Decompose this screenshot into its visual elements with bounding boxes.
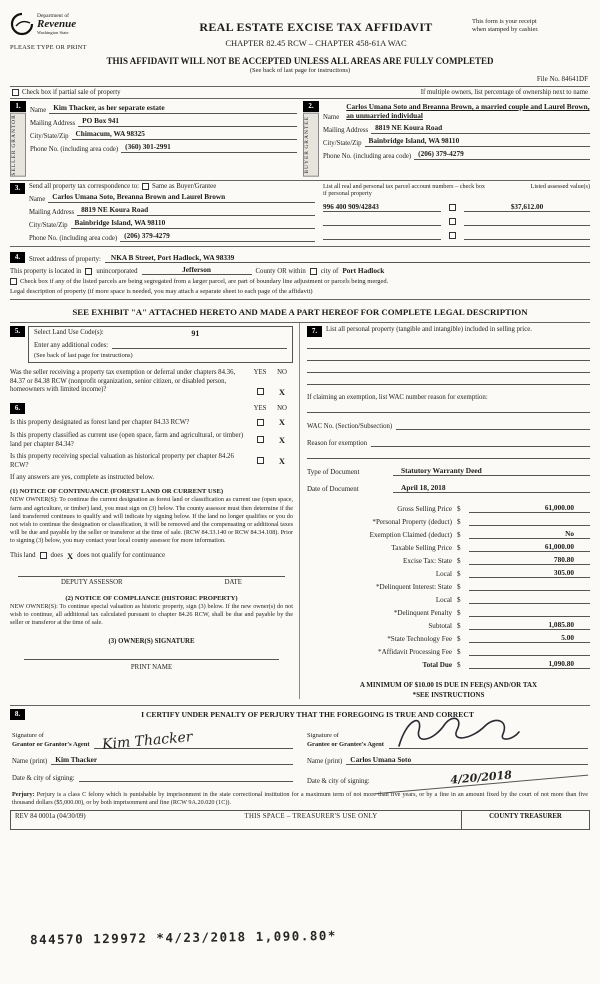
acceptance-warning: THIS AFFIDAVIT WILL NOT BE ACCEPTED UNLESS ALL AREAS ARE FULLY COMPLETED bbox=[106, 56, 494, 66]
dollar-sign: $ bbox=[457, 517, 461, 526]
assessed-value-field[interactable]: $37,612.00 bbox=[464, 203, 590, 212]
logo-state-text: Washington State bbox=[37, 30, 69, 35]
does-qualify-checkbox[interactable] bbox=[40, 552, 47, 559]
excise-state-field[interactable]: 780.80 bbox=[469, 555, 590, 565]
seller-name-field[interactable]: Kim Thacker, as her separate estate bbox=[49, 104, 297, 114]
exemption-line[interactable] bbox=[307, 401, 590, 413]
parcel-row-3 bbox=[323, 229, 590, 240]
form-header bbox=[10, 12, 590, 51]
seller-phone-label: Phone No. (including area code) bbox=[30, 146, 119, 153]
grantee-signature-scrawl bbox=[393, 712, 523, 752]
seller-grantor-strip bbox=[10, 113, 26, 177]
section-4-property-address bbox=[10, 247, 590, 300]
forest-yes-checkbox[interactable] bbox=[257, 419, 264, 426]
dollar-sign: $ bbox=[457, 608, 461, 617]
legal-description-label: Legal description of property (if more space is needed, you may attach a separate sheet to each page of the affidavit) bbox=[10, 287, 313, 295]
section-7-personal-property bbox=[307, 326, 590, 699]
state-technology-fee-field[interactable]: 5.00 bbox=[469, 633, 590, 643]
corr-phone-label: Phone No. (including area code) bbox=[29, 234, 118, 242]
wac-number-field[interactable] bbox=[396, 421, 590, 430]
print-name-label: PRINT NAME bbox=[130, 663, 173, 671]
grantor-signature-line[interactable] bbox=[94, 724, 293, 753]
top-row bbox=[10, 86, 590, 99]
type-of-document-field[interactable]: Statutory Warranty Deed bbox=[393, 466, 590, 476]
buyer-grantee-strip bbox=[303, 113, 319, 177]
located-in-label: This property is located in bbox=[10, 267, 82, 275]
dollar-sign: $ bbox=[457, 569, 461, 578]
grantor-date-city-field[interactable] bbox=[79, 771, 293, 782]
forest-no-mark[interactable]: X bbox=[278, 417, 286, 427]
forest-yes-header: YES bbox=[253, 405, 267, 412]
notice-compliance-title: (2) NOTICE OF COMPLIANCE (HISTORIC PROPERTY) bbox=[65, 595, 238, 603]
fee-row-penalty: *Delinquent Penalty $ bbox=[307, 604, 590, 617]
fee-table bbox=[307, 500, 590, 669]
fee-row-excise-local: Local $ 305.00 bbox=[307, 565, 590, 578]
date-of-document-field[interactable]: April 18, 2018 bbox=[393, 483, 590, 493]
segregated-label: Check box if any of the listed parcels are being segregated from a larger parcel, are part of boundary line adjustment or parcels being merged. bbox=[20, 277, 389, 285]
grantor-signature-of-label: Signature of bbox=[12, 732, 44, 740]
delinquent-penalty-field[interactable] bbox=[469, 616, 590, 617]
deputy-assessor-signature-line[interactable] bbox=[18, 576, 285, 577]
minimum-due-note: A MINIMUM OF $10.00 IS DUE IN FEE(S) AND/OR TAX bbox=[359, 680, 538, 689]
reason-exemption-line-2[interactable] bbox=[307, 447, 590, 459]
personal-property-checkbox-1[interactable] bbox=[449, 204, 456, 211]
grantee-date-city-field[interactable]: 4/20/2018 bbox=[373, 761, 588, 794]
please-type-or-print: PLEASE TYPE OR PRINT bbox=[10, 44, 87, 51]
date-of-document-label: Date of Document bbox=[307, 484, 359, 493]
corr-phone-field[interactable]: (206) 379-4279 bbox=[120, 232, 315, 242]
buyer-mailing-field[interactable]: 8819 NE Koura Road bbox=[371, 124, 590, 134]
same-as-buyer-label: Same as Buyer/Grantee bbox=[152, 182, 217, 190]
section-8-certification bbox=[10, 705, 590, 785]
current-use-question: Is this property classified as current use (open space, farm and agricultural, or timber) land per chapter 84.34? bbox=[10, 432, 244, 448]
total-due-field[interactable]: 1,090.80 bbox=[469, 659, 590, 669]
corr-name-field[interactable]: Carlos Umana Soto, Breanna Brown and Laurel Brown bbox=[48, 193, 315, 203]
perjury-paragraph bbox=[10, 791, 590, 808]
logo-revenue-text: Revenue bbox=[37, 18, 77, 30]
exemption-wac-note: If claiming an exemption, list WAC number reason for exemption: bbox=[307, 393, 488, 401]
dor-logo bbox=[10, 12, 160, 36]
land-use-box bbox=[28, 326, 293, 363]
fee-row-delinquent-state: *Delinquent Interest: State $ bbox=[307, 578, 590, 591]
does-not-qualify-mark[interactable]: X bbox=[66, 550, 74, 561]
land-use-code-field[interactable]: 91 bbox=[191, 328, 200, 338]
subtotal-field[interactable]: 1,085.80 bbox=[469, 620, 590, 630]
dollar-sign: $ bbox=[457, 647, 461, 656]
grantee-name-print-field[interactable]: Carlos Umana Soto bbox=[346, 755, 588, 765]
excise-local-field[interactable]: 305.00 bbox=[469, 568, 590, 578]
deputy-assessor-label: DEPUTY ASSESSOR bbox=[61, 579, 123, 587]
deputy-date-label: DATE bbox=[224, 579, 242, 587]
certify-statement: I CERTIFY UNDER PENALTY OF PERJURY THAT THE FOREGOING IS TRUE AND CORRECT bbox=[141, 709, 474, 719]
reason-exemption-label: Reason for exemption bbox=[307, 439, 368, 447]
section3-number: 3. bbox=[10, 183, 25, 194]
seller-section bbox=[10, 101, 297, 177]
buyer-name-field[interactable]: Carlos Umana Soto and Breanna Brown, a married couple and Laurel Brown, an unmarried individual bbox=[346, 102, 590, 120]
historical-yes-checkbox[interactable] bbox=[257, 457, 264, 464]
grantee-name-print-label: Name (print) bbox=[307, 757, 343, 765]
this-land-label: This land bbox=[10, 552, 36, 560]
additional-codes-field[interactable] bbox=[112, 342, 287, 349]
see-back-note: (See back of last page for instructions) bbox=[249, 67, 351, 74]
personal-property-label: List all personal property (tangible and intangible) included in selling price. bbox=[326, 325, 532, 333]
reason-exemption-field[interactable] bbox=[371, 438, 590, 447]
seller-name-label: Name bbox=[30, 107, 47, 114]
personal-property-checkbox-2[interactable] bbox=[449, 218, 456, 225]
treasurer-use-only-label: THIS SPACE – TREASURER'S USE ONLY bbox=[244, 813, 378, 821]
fee-row-subtotal: Subtotal $ 1,085.80 bbox=[307, 617, 590, 630]
same-as-buyer-checkbox[interactable] bbox=[142, 183, 149, 190]
parcel-row-1 bbox=[323, 201, 590, 212]
yes-header: YES bbox=[253, 368, 267, 376]
current-use-yes-checkbox[interactable] bbox=[257, 436, 264, 443]
buyer-side-label: BUYER bbox=[304, 150, 310, 174]
seller-city-label: City/State/Zip bbox=[30, 133, 69, 140]
street-address-label: Street address of property: bbox=[29, 255, 101, 263]
dollar-sign: $ bbox=[457, 582, 461, 591]
assessed-value-field-2[interactable] bbox=[464, 225, 590, 226]
segregated-checkbox[interactable] bbox=[10, 278, 17, 285]
buyer-mailing-label: Mailing Address bbox=[323, 126, 369, 134]
if-yes-note: If any answers are yes, complete as instructed below. bbox=[10, 474, 155, 482]
buyer-section bbox=[303, 101, 590, 177]
personal-property-line-4[interactable] bbox=[307, 373, 590, 385]
section-3-tax-correspondence bbox=[10, 181, 590, 247]
current-use-no-mark[interactable]: X bbox=[278, 434, 286, 445]
cashier-stamp: 844570 129972 *4/23/2018 1,090.80* bbox=[29, 927, 337, 948]
corr-mailing-label: Mailing Address bbox=[29, 208, 75, 216]
form-title: REAL ESTATE EXCISE TAX AFFIDAVIT bbox=[199, 20, 433, 34]
buyer-phone-label: Phone No. (including area code) bbox=[323, 152, 412, 160]
fee-row-gross: Gross Selling Price $ 61,000.00 bbox=[307, 500, 590, 513]
corr-city-label: City/State/Zip bbox=[29, 221, 68, 229]
section-5-land-use bbox=[10, 326, 293, 396]
owners-signature-line[interactable] bbox=[24, 659, 279, 660]
wac-number-label: WAC No. (Section/Subsection) bbox=[307, 422, 393, 430]
grantee-side-label: GRANTEE bbox=[304, 115, 310, 149]
affidavit-processing-fee-field[interactable] bbox=[469, 655, 590, 656]
personal-property-line-2[interactable] bbox=[307, 349, 590, 361]
exhibit-a-line: SEE EXHIBIT "A" ATTACHED HERETO AND MADE A PART HEREOF FOR COMPLETE LEGAL DESCRIPTION bbox=[72, 306, 528, 317]
dollar-sign: $ bbox=[457, 556, 461, 565]
notice-continuance-body: NEW OWNER(S): To continue the current designation as forest land or classification as current use (open space, farm and agriculture, or timber) land, you must sign on (3) below. The county assessor must then determine if the land transferred continues to qualify and will indicate by signing below. If the land no longer qualifies or you do not wish to continue the designation or classification, it will be removed and the compensating or additional taxes will be due and payable by the seller or transferor at the time of sale. (RCW 84.33.140 or RCW 84.34.108). Prior to signing (3) below, you may contact your local county assessor for more information. bbox=[10, 496, 293, 545]
grantor-name-print-label: Name (print) bbox=[12, 757, 48, 765]
see-instructions-note: *SEE INSTRUCTIONS bbox=[412, 690, 485, 699]
city-of-checkbox[interactable] bbox=[310, 268, 317, 275]
parcel-number-field[interactable]: 996 400 909/42843 bbox=[323, 203, 441, 212]
fee-row-processing-fee: *Affidavit Processing Fee $ bbox=[307, 643, 590, 656]
owners-signature-label: (3) OWNER(S) SIGNATURE bbox=[108, 637, 195, 645]
dollar-sign: $ bbox=[457, 621, 461, 630]
perjury-text: Perjury is a class C felony which is punishable by imprisonment in the state correctional institution for a maximum term of not more than five years, or by a fine in an amount fixed by the court of not more than five thousand dollars ($5,000.00), or by both imprisonment and fine (RCW 9A.20.020 (1C)). bbox=[12, 790, 589, 807]
parcel-number-field-2[interactable] bbox=[323, 225, 441, 226]
historical-no-mark[interactable]: X bbox=[278, 455, 286, 466]
exemption-claimed-field[interactable]: No bbox=[469, 529, 590, 539]
fee-row-total-due: Total Due $ 1,090.80 bbox=[307, 656, 590, 669]
grantor-date-city-label: Date & city of signing: bbox=[12, 774, 75, 782]
grantee-signature-block bbox=[307, 723, 588, 785]
no-header: NO bbox=[277, 368, 287, 376]
parcel-row-2 bbox=[323, 215, 590, 226]
seller-side-label: SELLER bbox=[11, 149, 17, 176]
rev-form-number: REV 84 0001a (04/30/09) bbox=[15, 813, 86, 821]
delinquent-interest-local-field[interactable] bbox=[469, 603, 590, 604]
receipt-note bbox=[472, 12, 590, 51]
corr-mailing-field[interactable]: 8819 NE Koura Road bbox=[77, 206, 315, 216]
form-subtitle: CHAPTER 82.45 RCW – CHAPTER 458-61A WAC bbox=[225, 38, 407, 48]
buyer-name-label: Name bbox=[323, 113, 340, 121]
file-number: File No. 84641DF bbox=[536, 75, 588, 83]
county-field[interactable]: Jefferson bbox=[142, 265, 252, 275]
grantor-signature: Kim Thacker bbox=[101, 728, 194, 753]
gross-selling-price-field[interactable]: 61,000.00 bbox=[469, 503, 590, 513]
send-correspondence-label: Send all property tax correspondence to: bbox=[29, 182, 140, 190]
fee-row-personal: *Personal Property (deduct) $ bbox=[307, 513, 590, 526]
grantee-date-city-label: Date & city of signing: bbox=[307, 777, 370, 785]
fee-row-exemption: Exemption Claimed (deduct) $ No bbox=[307, 526, 590, 539]
section6-number: 6. bbox=[10, 403, 25, 414]
dollar-sign: $ bbox=[457, 530, 461, 539]
exemption-yes-checkbox[interactable] bbox=[257, 388, 264, 395]
does-not-label: does not qualify for continuance bbox=[77, 552, 166, 560]
grantor-side-label: GRANTOR bbox=[11, 114, 17, 148]
fee-row-tech-fee: *State Technology Fee $ 5.00 bbox=[307, 630, 590, 643]
receipt-note-line1: This form is your receipt bbox=[472, 18, 537, 25]
historical-question: Is this property receiving special valuation as historical property per chapter 84.26 RCW? bbox=[10, 453, 234, 469]
dollar-sign: $ bbox=[457, 634, 461, 643]
notice-continuance-title: (1) NOTICE OF CONTINUANCE (FOREST LAND OR CURRENT USE) bbox=[10, 488, 224, 496]
section1-number: 1. bbox=[10, 101, 26, 112]
partial-sale-label: Check box if partial sale of property bbox=[22, 89, 121, 96]
grantee-signature-line[interactable] bbox=[389, 724, 588, 749]
fee-row-excise-state: Excise Tax: State $ 780.80 bbox=[307, 552, 590, 565]
forest-land-question: Is this property designated as forest land per chapter 84.33 RCW? bbox=[10, 419, 190, 426]
grantee-agent-label: Grantee or Grantee's Agent bbox=[307, 740, 384, 748]
buyer-city-label: City/State/Zip bbox=[323, 139, 362, 147]
fee-row-delinquent-local: Local $ bbox=[307, 591, 590, 604]
parcel-numbers-header: List all real and personal tax parcel account numbers – check box if personal property bbox=[323, 182, 486, 198]
dollar-sign: $ bbox=[457, 660, 461, 669]
additional-codes-label: Enter any additional codes: bbox=[34, 341, 109, 349]
section-6-designations bbox=[10, 403, 293, 671]
city-of-label: city of bbox=[320, 267, 339, 275]
buyer-phone-field[interactable]: (206) 379-4279 bbox=[414, 150, 590, 160]
assessed-values-header: Listed assessed value(s) bbox=[530, 182, 590, 190]
street-address-field[interactable]: NKA B Street, Port Hadlock, WA 98339 bbox=[105, 253, 590, 263]
seller-city-field[interactable]: Chimacum, WA 98325 bbox=[72, 130, 297, 140]
grantor-signature-block bbox=[12, 723, 293, 785]
section5-number: 5. bbox=[10, 326, 25, 337]
exemption-no-mark[interactable]: X bbox=[278, 386, 286, 397]
seller-mailing-label: Mailing Address bbox=[30, 120, 76, 127]
seller-phone-field[interactable]: (360) 301-2991 bbox=[121, 143, 297, 153]
land-use-label: Select Land Use Code(s): bbox=[34, 328, 104, 336]
type-of-document-label: Type of Document bbox=[307, 467, 360, 476]
dollar-sign: $ bbox=[457, 595, 461, 604]
buyer-city-field[interactable]: Bainbridge Island, WA 98110 bbox=[365, 137, 590, 147]
partial-sale-checkbox[interactable] bbox=[12, 89, 19, 96]
land-use-see-back: (See back of last page for instructions) bbox=[34, 351, 133, 359]
does-label: does bbox=[50, 552, 63, 560]
perjury-label: Perjury: bbox=[12, 790, 35, 798]
county-or-within-label: County OR within bbox=[255, 267, 306, 275]
county-treasurer-label: COUNTY TREASURER bbox=[461, 811, 589, 829]
corr-city-field[interactable]: Bainbridge Island, WA 98110 bbox=[71, 219, 315, 229]
notice-compliance-body: NEW OWNER(S): To continue special valuation as historic property, sign (3) below. If the new owner(s) do not wish to continue, all additional tax calculated pursuant to chapter 84.26 RCW, shall be due and payable by the seller or transferor at the time of sale. bbox=[10, 603, 293, 627]
forest-no-header: NO bbox=[277, 405, 287, 412]
seller-mailing-field[interactable]: PO Box 941 bbox=[78, 117, 297, 127]
grantor-name-print-field[interactable]: Kim Thacker bbox=[51, 755, 293, 765]
receipt-note-line2: when stamped by cashier. bbox=[472, 26, 539, 34]
parcel-number-field-3[interactable] bbox=[323, 239, 441, 240]
city-field[interactable]: Port Hadlock bbox=[342, 265, 385, 275]
revenue-swirl-icon bbox=[10, 12, 34, 36]
delinquent-interest-state-field[interactable] bbox=[469, 590, 590, 591]
multiple-owners-note: If multiple owners, list percentage of ownership next to name bbox=[420, 89, 588, 96]
assessed-value-field-3[interactable] bbox=[464, 239, 590, 240]
grantee-signature-of-label: Signature of bbox=[307, 732, 339, 740]
section7-number: 7. bbox=[307, 326, 322, 337]
unincorporated-label: unincorporated bbox=[96, 267, 138, 275]
unincorporated-checkbox[interactable] bbox=[85, 268, 92, 275]
treasurer-strip bbox=[10, 810, 590, 830]
taxable-selling-price-field[interactable]: 61,000.00 bbox=[469, 542, 590, 552]
section8-number: 8. bbox=[10, 709, 25, 720]
corr-name-label: Name bbox=[29, 195, 46, 203]
logo-dept-text: Department of bbox=[37, 13, 69, 19]
dollar-sign: $ bbox=[457, 543, 461, 552]
personal-property-line-3[interactable] bbox=[307, 361, 590, 373]
dollar-sign: $ bbox=[457, 504, 461, 513]
personal-property-line-1[interactable] bbox=[307, 337, 590, 349]
fee-row-taxable: Taxable Selling Price $ 61,000.00 bbox=[307, 539, 590, 552]
personal-property-checkbox-3[interactable] bbox=[449, 232, 456, 239]
section4-number: 4. bbox=[10, 252, 25, 263]
section2-number: 2. bbox=[303, 101, 319, 112]
grantor-agent-label: Grantor or Grantor's Agent bbox=[12, 740, 90, 748]
personal-property-deduct-field[interactable] bbox=[469, 525, 590, 526]
exemption-question: Was the seller receiving a property tax exemption or deferral under chapters 84.36, 84.37 or 84.38 RCW (nonprofit organization, senior citizen, or disabled person, homeowners with limited income)? bbox=[10, 368, 236, 394]
